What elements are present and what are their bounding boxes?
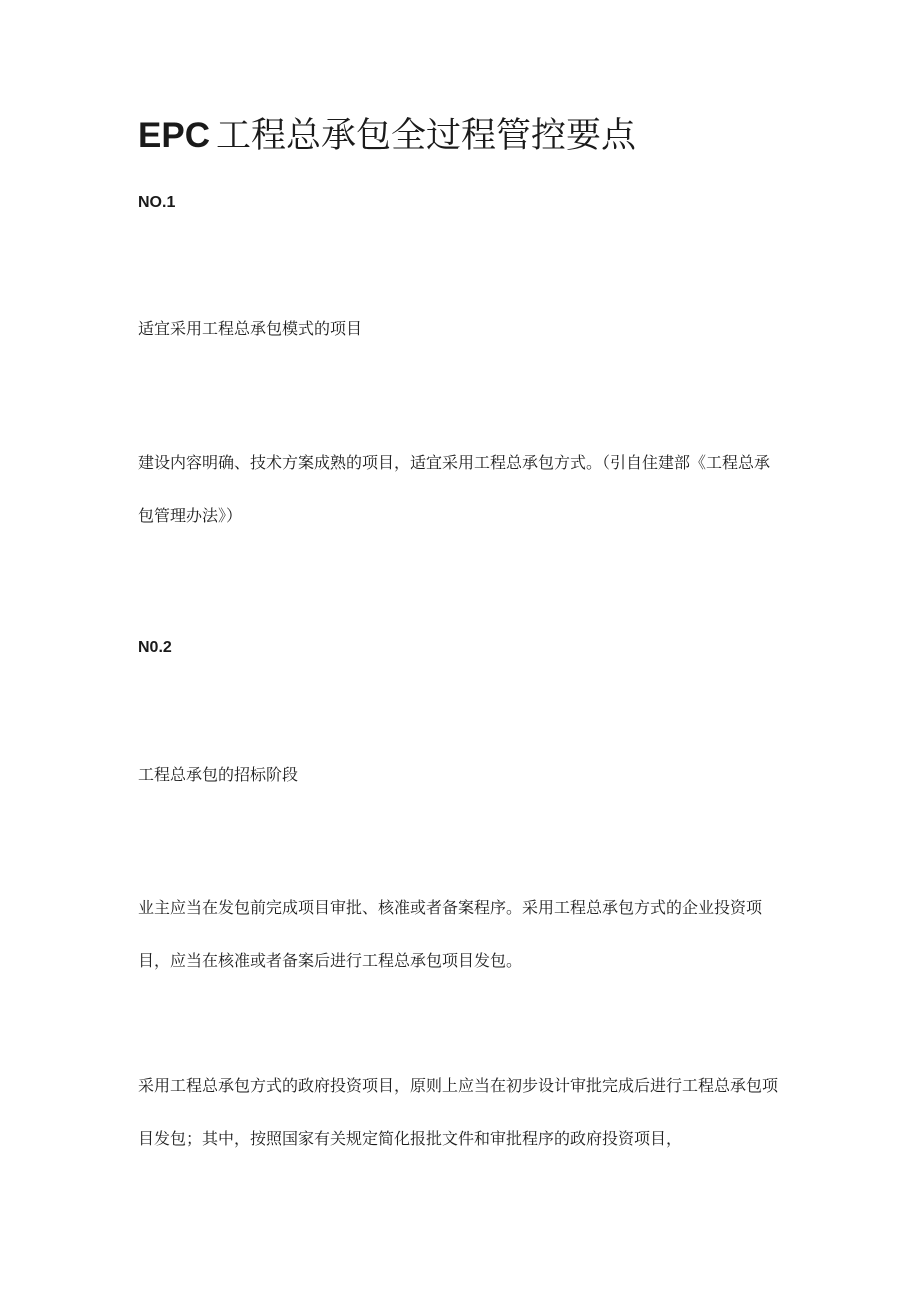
section-1-subheading: 适宜采用工程总承包模式的项目 xyxy=(138,319,363,338)
title-latin: EPC xyxy=(138,116,210,155)
section-2-paragraph-2: 采用工程总承包方式的政府投资项目，原则上应当在初步设计审批完成后进行工程总承包项目发包；其中，按照国家有关规定简化报批文件和审批程序的政府投资项目， xyxy=(138,1076,779,1148)
section-2-heading: N0.2 xyxy=(138,639,172,656)
section-2-paragraph-1: 业主应当在发包前完成项目审批、核准或者备案程序。采用工程总承包方式的企业投资项目，应当在核准或者备案后进行工程总承包项目发包。 xyxy=(138,898,763,970)
section-1-paragraph-1: 建设内容明确、技术方案成熟的项目，适宜采用工程总承包方式。（引自住建部《工程总承包管理办法》） xyxy=(138,453,771,525)
section-1-heading: NO.1 xyxy=(138,194,176,211)
section-2-subheading: 工程总承包的招标阶段 xyxy=(138,765,299,784)
document-title xyxy=(138,112,636,160)
title-cjk: 工程总承包全过程管控要点 xyxy=(215,116,636,156)
